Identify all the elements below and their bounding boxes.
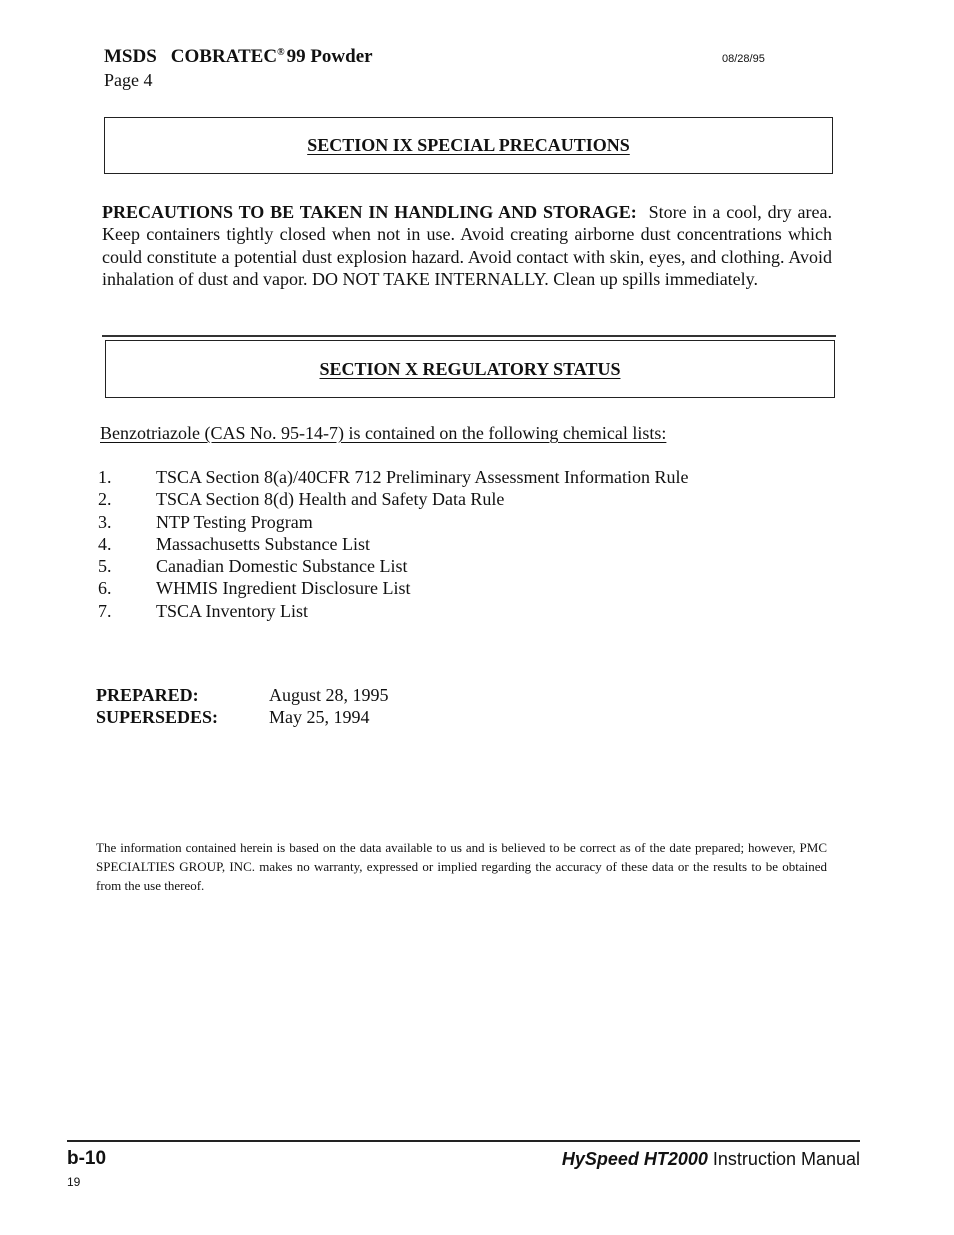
list-item: 1. TSCA Section 8(a)/40CFR 712 Preliminary Assessment Information Rule [98, 467, 689, 487]
footer-rule [67, 1140, 860, 1142]
list-item: 2. TSCA Section 8(d) Health and Safety Data Rule [98, 489, 505, 510]
page-number: Page 4 [104, 70, 153, 90]
list-item: 4. Massachusetts Substance List [98, 533, 370, 554]
section-ix-title: SECTION IX SPECIAL PRECAUTIONS [307, 135, 630, 155]
document-date: 08/28/95 [722, 53, 765, 65]
footer-manual: Instruction Manual [712, 1149, 860, 1169]
list-item: 7. TSCA Inventory List [98, 600, 308, 621]
list-item: 6. WHMIS Ingredient Disclosure List [98, 578, 411, 599]
footer-manual-title [562, 1149, 860, 1170]
supersedes-label: SUPERSEDES: [96, 707, 219, 727]
prepared-value: August 28, 1995 [269, 685, 389, 705]
msds-label: MSDS [104, 46, 157, 67]
prepared-row [96, 684, 389, 706]
precautions-paragraph [102, 201, 832, 291]
precautions-body: Store in a cool, dry area. Keep containers tightly closed when not in use. Avoid creating airborne dust concentrations which could constitute a potential dust explosion hazard. Avoid contact with skin, eyes, and clothing. Avoid inhalation of dust and vapor. DO NOT TAKE INTERNALLY. Clean up spills immediately. [102, 202, 832, 290]
footer-brand: HySpeed HT2000 [561, 1149, 708, 1169]
revision-info [96, 684, 389, 728]
section-ix-header-box [104, 117, 833, 174]
supersedes-value: May 25, 1994 [269, 707, 370, 727]
disclaimer-text: The information contained herein is based on the data available to us and is believed to be correct as of the date prepared; however, PMC SPECIALTIES GROUP, INC. makes no warranty, expressed or implied regarding the accuracy of these data or the results to be obtained from the use thereof. [96, 840, 827, 893]
document-title [104, 46, 373, 68]
registered-mark: ® [277, 47, 285, 58]
section-x-top-rule [102, 335, 836, 337]
section-x-header-box [105, 340, 835, 398]
prepared-label: PREPARED: [96, 685, 199, 705]
list-item: 5. Canadian Domestic Substance List [98, 556, 408, 577]
supersedes-row [96, 706, 389, 728]
section-x-title: SECTION X REGULATORY STATUS [319, 358, 621, 379]
precautions-lead: PRECAUTIONS TO BE TAKEN IN HANDLING AND STORAGE: [102, 202, 637, 222]
footer-page-code: b-10 [67, 1148, 107, 1169]
list-item: 3. NTP Testing Program [98, 511, 313, 532]
regulatory-intro: Benzotriazole (CAS No. 95-14-7) is contained on the following chemical lists: [100, 423, 667, 443]
product-name: COBRATEC [170, 46, 278, 67]
footer-small-number: 19 [67, 1175, 81, 1189]
chemical-lists [98, 466, 688, 622]
product-suffix: 99 Powder [286, 46, 373, 67]
